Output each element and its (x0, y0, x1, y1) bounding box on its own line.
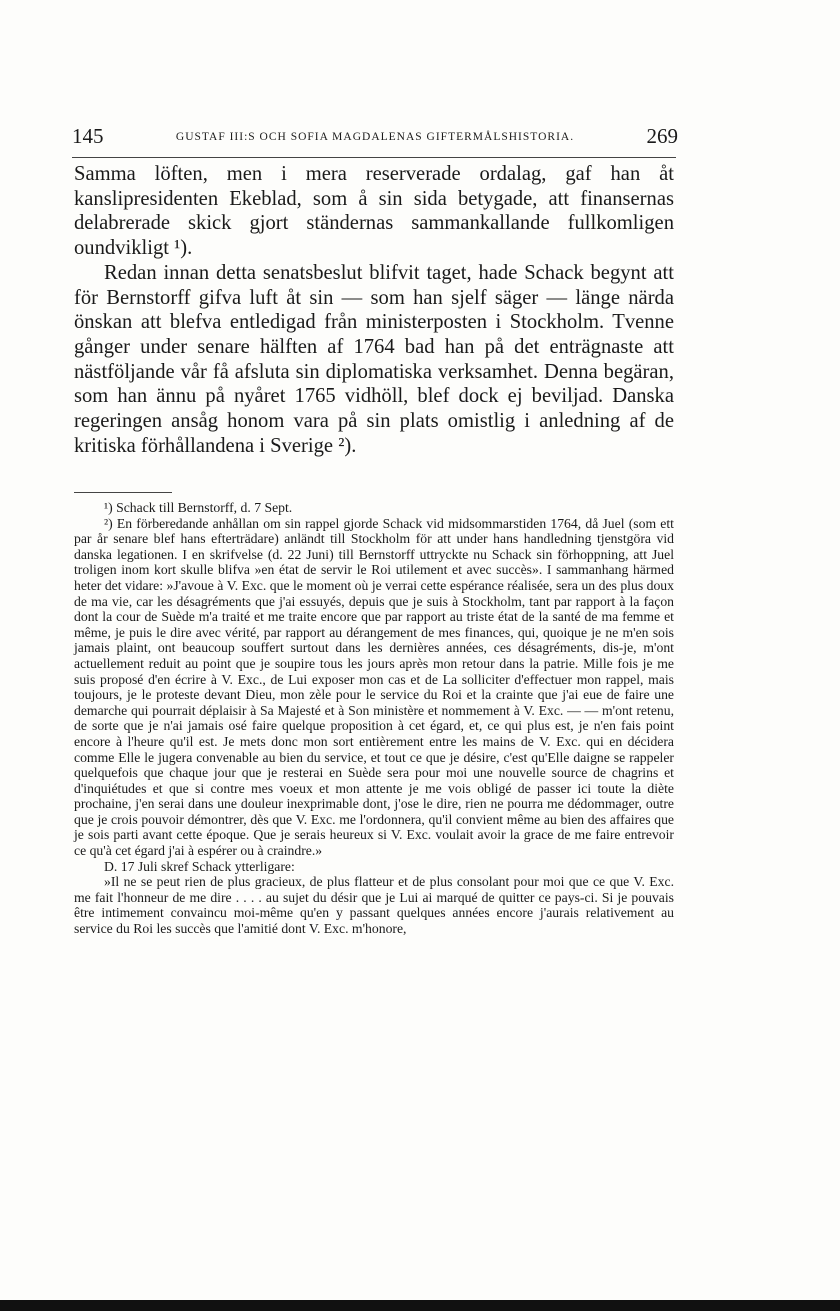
page-number-right: 269 (646, 124, 678, 148)
footnotes (74, 500, 674, 937)
scan-edge (0, 1300, 840, 1311)
header-rule (72, 157, 676, 158)
page-header (72, 124, 678, 154)
paragraph: Samma löften, men i mera reserverade ordalag, gaf han åt kanslipresidenten Ekeblad, som å sin sida betygade, att finansernas delabrerade skick gjort ständernas sammankallande fullkomligen oundvikligt ¹). (74, 163, 674, 260)
footnote-1: ¹) Schack till Bernstorff, d. 7 Sept. (104, 500, 293, 515)
page-number-left: 145 (72, 124, 104, 148)
paragraph: Redan innan detta senatsbeslut blifvit taget, hade Schack begynt att för Bernstorff gifva luft åt sin — som han sjelf säger — länge närda önskan att blefva entledigad från ministerposten i Stockholm. Tvenne gånger under senare hälften af 1764 bad han på det enträgnaste att nästföljande vår få afsluta sin diplomatiska verksamhet. Denna begäran, som han ännu på nyåret 1765 vidhöll, blef dock ej beviljad. Danska regeringen ansåg honom vara på sin plats omistlig i anledning af de kritiska förhållandena i Sverige ²). (74, 261, 674, 457)
main-text (74, 162, 674, 458)
footnote-rule (74, 492, 172, 493)
footnote-2: ²) En förberedande anhållan om sin rappel gjorde Schack vid midsommarstiden 1764, då Juel (som ett par år senare blef hans efterträdare) anländt till Stockholm för att under hans handledning tjenstgöra vid danska legationen. I en skrifvelse (d. 22 Juni) till Bernstorff uttryckte nu Schack sin förhoppning, att Juel troligen inom kort skulle blifva »en état de servir le Roi utilement et avec succès». I sammanhang härmed heter det vidare: »J'avoue à V. Exc. que le moment où je verrai cette espérance réalisée, sera un des plus doux de ma vie, car les désagréments que j'ai essuyés, depuis que je suis à Stockholm, tant par rapport à la façon dont la cour de Suède m'a traité et me traite encore que par rapport au triste état de la santé de ma femme et même, je puis le dire avec vérité, par rapport au dérangement de mes finances, qui, quoique je ne m'en sois jamais plaint, ont beaucoup souffert surtout dans les dernières années, ces désagréments, dis-je, m'ont actuellement reduit au point que je soupire tous les jours après mon retour dans la patrie. Mille fois je me suis proposé d'en écrire à V. Exc., de Lui exposer mon cas et de La solliciter d'effectuer mon rappel, mais toujours, je le proteste devant Dieu, mon zèle pour le service du Roi et la crainte que j'ai eue de faire une demarche qui pourrait déplaisir à Sa Majesté et à Son ministère et nommement à V. Exc. — — m'ont retenu, de sorte que je n'ai jamais osé faire quelque proposition à cet égard, et, ce qui plus est, je n'en fais point encore à l'heure qu'il est. Je mets donc mon sort entièrement entre les mains de V. Exc. qui en décidera comme Elle le jugera convenable au bien du service, et tout ce que je désire, c'est qu'Elle daigne se rappeler quelquefois que chaque jour que je resterai en Suède sera pour moi une nouvelle source de chagrins et d'inquiétudes et que si contre mes voeux et mon attente je me vois obligé de passer ici toute la diète prochaine, j'en serai dans une douleur inexprimable dont, j'ose le dire, rien ne pourra me dédommager, outre que je crois pouvoir démontrer, dès que V. Exc. me l'ordonnera, qu'il convient même au bien des affaires que je sois parti avant cette époque. Que je serais heureux si V. Exc. voulait avoir la grace de me faire entrevoir ce qu'à cet égard j'ai à espérer ou à craindre.» (74, 515, 674, 859)
footnote-quote: »Il ne se peut rien de plus gracieux, de plus flatteur et de plus consolant pour moi que ce que V. Exc. me fait l'honneur de me dire . . . . au sujet du désir que je Lui ai marqué de quitter ce pays-ci. Si je pouvais être intimement convaincu moi-même qu'en y passant quelques années encore j'aurais relativement au service du Roi les succès que l'amitié dont V. Exc. m'honore, (74, 874, 674, 937)
footnote-continuation: D. 17 Juli skref Schack ytterligare: (104, 858, 295, 874)
running-title: GUSTAF III:S OCH SOFIA MAGDALENAS GIFTERMÅLSHISTORIA. (175, 131, 575, 143)
